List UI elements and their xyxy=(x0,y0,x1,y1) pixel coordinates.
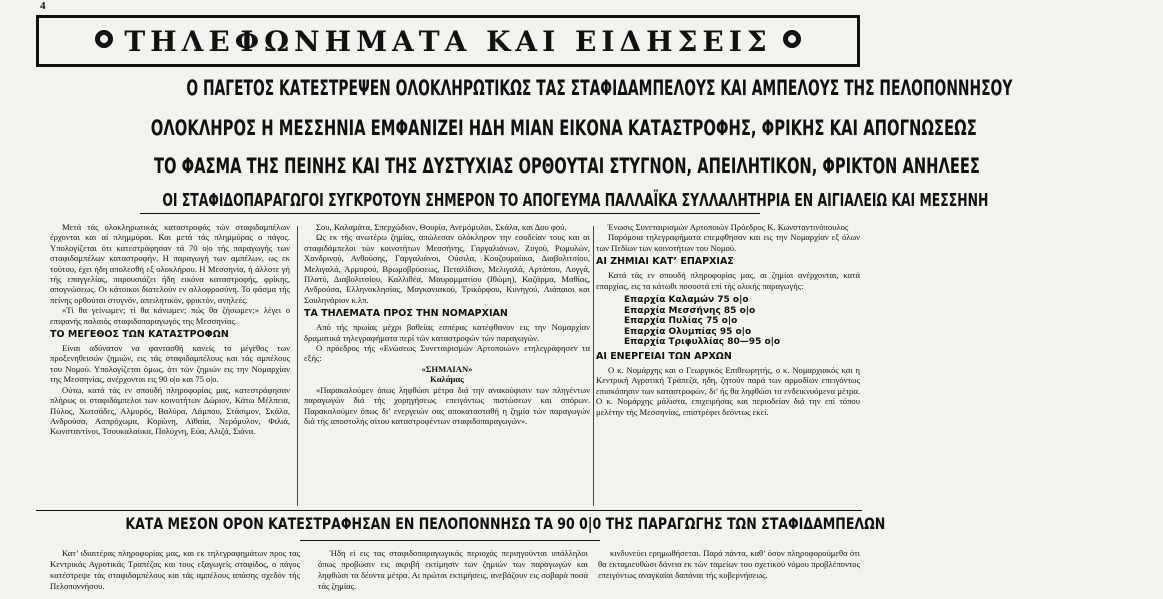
masthead-title: ΤΗΛΕΦΩΝΗΜΑΤΑ ΚΑΙ ΕΙΔΗΣΕΙΣ xyxy=(124,24,772,58)
paragraph: Κατά τάς εν σπουδή πληροφορίας μας, αι ζημίαι ανέρχονται, κατά επαρχίας, εις τα κάτωθι ποσοστά επί τής ολικής παραγωγής: xyxy=(596,270,860,291)
subheading: ΤΟ ΜΕΓΕΘΟΣ ΤΩΝ ΚΑΤΑΣΤΡΟΦΩΝ xyxy=(50,329,229,341)
column-divider xyxy=(297,226,298,506)
headline-2: ΟΛΟΚΛΗΡΟΣ Η ΜΕΣΣΗΝΙΑ ΕΜΦΑΝΙΖΕΙ ΗΔΗ ΜΙΑΝ ΕΙΚΟΝΑ ΚΑΤΑΣΤΡΟΦΗΣ, ΦΡΙΚΗΣ ΚΑΙ ΑΠΟΓΝΩΣΕΩΣ xyxy=(150,116,977,140)
telegram-place: Καλάμας xyxy=(430,374,464,385)
signature-line: Ένωσις Συνεταιρισμών Αρτοποιών Πρόεδρος Κ. Κωνσταντινόπουλος xyxy=(607,222,849,232)
article-column-2 xyxy=(304,222,590,512)
headline-4: ΟΙ ΣΤΑΦΙΔΟΠΑΡΑΓΩΓΟΙ ΣΥΓΚΡΟΤΟΥΝ ΣΗΜΕΡΟΝ ΤΟ ΑΠΟΓΕΥΜΑ ΠΑΛΛΑΪΚΑ ΣΥΛΛΑΛΗΤΗΡΙΑ ΕΝ ΑΙΓΙΑΛΕΙΩ ΚΑΙ ΜΕΣΣΗΝΗ xyxy=(162,190,989,211)
telegram-heading: «ΣΗΜΑΙΑΝ» xyxy=(421,363,473,374)
paragraph: Ως εκ τής ανωτέρω ζημίας, απώλεσαν ολόκληρον την εσοδείαν τους και αι σταφιδάμπελοι τών κοινοτήτων Μεσσήνης, Γαργαλιάνων, Ζυγού, Ρωμυλών, Χανδρινού, Ανθούσης, Γαργαλιάνοι, Ούσιλα, Κουζουραίικα, Διαβολιτσίου, Μελιγαλά, Άρμυρού, Βρωμοβρύσεως, Πεταλίδιον, Μελιγαλά, Αρτάπου, Λογγά, Πλατύ, Διαβολιτσίου, Καλλιθέα, Μαυρομματίου (Ιθώμη), Καζάρμα, Μαθίας, Ανδρούσα, Ελληνοκλησίας, Μαγκανιακού, Τρικόρφου, Κυνηγού, Λιάπαιοι και Σουληνάριον κ.λπ. xyxy=(304,232,590,305)
paragraph: Ο πρόεδρος τής «Ενώσεως Συνεταιρισμών Αρτοποιών» ετηλεγράφησεν τα εξής: xyxy=(304,343,590,364)
paragraph: «Παρακαλούμεν όπως ληφθώσι μέτρα διά την ανακούφισιν των πληγέντων παραγωγών διά τής χορηγήσεως επειγόντως πιστώσεων και σπόρων. Παρακαλούμεν όπως δι’ ενεργειών σας αποκατασταθή η ζημία τών παραγωγών διά τής αποστολής σίτου καταστροφέντων σταφιδοπαραγωγών». xyxy=(304,384,590,426)
circle-ornament-icon xyxy=(95,30,113,48)
subheading: ΤΑ ΤΗΛΕΜΑΤΑ ΠΡΟΣ ΤΗΝ ΝΟΜΑΡΧΙΑΝ xyxy=(304,308,508,320)
section-masthead xyxy=(36,15,860,67)
paragraph: Ο κ. Νομάρχης και ο Γεωργικός Επιθεωρητής, ο κ. Νομαρχιακός και η Κεντρική Αγροτική Τράπεζα, ηδη, ζητούν παρά των αρμοδίων επειγόντως επισκόπησιν των καταστροφών, δι’ ής θα ληφθώσι τα ενδεικνυόμενα μέτρα. Ο κ. Νομάρχης μάλιστα, επιχειρήσας και περιοδείαν διά την επί τόπου μελέτην τής Μεσσηνίας, επιστρέφει δεόντως εκεί. xyxy=(596,365,860,417)
divider-rule xyxy=(300,540,600,541)
paragraph: Ούτω, κατά τάς εν σπουδή πληροφορίας μας, κατεστράφησαν πλήρως οι σταφιδάμπελοι των κοινοτήτων Δώριον, Κάτω Μέλπεια, Πύλος, Χωτσάδες, Αλμυρός, Βαλύρα, Λάμπου, Στάσιμον, Σκάλα, Ανδρούσα, Ασπρόχωμα, Κορώνη, Αϊθαία, Νερόμυλον, Φιλιά, Κωνσταντίνοι, Τσουκαλαίικα, Πολύχνη, Εύα, Αλιζά, Σιάνα. xyxy=(50,384,290,437)
column-divider xyxy=(593,226,594,506)
headline-1: Ο ΠΑΓΕΤΟΣ ΚΑΤΕΣΤΡΕΨΕΝ ΟΛΟΚΛΗΡΩΤΙΚΩΣ ΤΑΣ ΣΤΑΦΙΔΑΜΠΕΛΟΥΣ ΚΑΙ ΑΜΠΕΛΟΥΣ ΤΗΣ ΠΕΛΟΠΟΝΝΗΣΟΥ xyxy=(186,76,1013,100)
damage-by-province-list xyxy=(624,295,860,348)
article-column-3 xyxy=(596,222,860,512)
bottom-column-3 xyxy=(598,548,860,599)
article-column-1 xyxy=(50,222,290,512)
paragraph: κινδυνεύει ερημωθήσεται. Παρά πάντα, καθ’ όσον πληροφορούμεθα ότι θα εκταμιευθώσι δάνεια εκ τών ταμείων του σχετικού νόμου προβλέποντος επειγόντως αναγκαίαι δαπάναι τής κυβερνήσεως. xyxy=(598,548,860,580)
list-item: Επαρχία Πυλίας 75 ο|ο xyxy=(624,316,738,327)
bottom-column-1 xyxy=(50,548,300,599)
divider-rule xyxy=(140,213,760,214)
paragraph: Είναι αδύνατον να φαντασθή κανείς το μέγεθος των προξενηθεισών ζημιών, εις τάς σταφιδαμπέλους και τάς αμπέλους του Νομού. Υπολογίζεται όμως, ότι τών ζημιών εις την Νομαρχίαν της Μεσσηνίας, ανέρχονται εις 90 ο|ο και 75 ο|ο. xyxy=(50,343,290,385)
list-item: Επαρχία Καλαμών 75 ο|ο xyxy=(624,295,749,306)
paragraph: Ήδη εί εις τας σταφιδοπαραγωγικάς περιοχάς περιηγούνται υπάλληλοι όπως προβώσιν εις ακριβή εκτίμησιν των ζημιών των παραγωγών και ληφθώσι τα δέοντα μέτρα. Αι πρώται εκτιμήσεις, ανεβάζουν εις σοβαρά ποσά τάς ζημίας. xyxy=(318,548,588,591)
paragraph: Από τής πρωίας μέχρι βαθείας εσπέρας κατέφθανον εις την Νομαρχίαν δραματικά τηλεγραφήματα περί τών καταστροφών τών παραγωγών. xyxy=(304,322,590,343)
divider-rule xyxy=(36,510,862,511)
circle-ornament-icon xyxy=(783,30,801,48)
paragraph: Παρόμοια τηλεγραφήματα επεμφθησαν και εις την Νομαρχίαν εξ όλων των Πεδίων των κοινοτήτων του Νομού. xyxy=(596,232,860,253)
headline-5: ΚΑΤΑ ΜΕΣΟΝ ΟΡΟΝ ΚΑΤΕΣΤΡΑΦΗΣΑΝ ΕΝ ΠΕΛΟΠΟΝΝΗΣΩ ΤΑ 90 0|0 ΤΗΣ ΠΑΡΑΓΩΓΗΣ ΤΩΝ ΣΤΑΦΙΔΑΜΠΕΛΩΝ xyxy=(125,514,886,533)
subheading: ΑΙ ΕΝΕΡΓΕΙΑΙ ΤΩΝ ΑΡΧΩΝ xyxy=(596,351,732,362)
list-item: Επαρχία Ολυμπίας 95 ο|ο xyxy=(624,326,752,337)
subheading: ΑΙ ΖΗΜΙΑΙ ΚΑΤ’ ΕΠΑΡΧΙΑΣ xyxy=(596,256,734,268)
paragraph: Κατ’ ιδιαιτέρας πληροφορίας μας, και εκ τηλεγραφημάτων προς τας Κεντρικάς Αγροτικάς Τραπέζας και τους εξαγωγείς σταφίδος, ο πάγος κατέστρεψε τάς σταφιδαμπέλους και τάς αμπέλους απάσης σχεδόν τής Πελοποννήσου. xyxy=(50,548,300,591)
paragraph: Μετά τάς ολοκληρωτικάς καταστροφάς τών σταφιδαμπέλων έρχονται και αί πλημμύραι. Και μετά τάς πλημμύρας ο πάγος. Υπολογίζεται ότι κατεστράφησαν τά 70 ο|ο τής παραγωγής των σταφιδαμπέλων καταστροφήν. Η παραγωγή των αμπέλων, ως εκ τούτου, έχει ήδη απολεσθή εξ ολοκλήρου. Η Μεσσηνία, ή άλλοτε γή τής επαγγελίας, παρουσιάζει ήδη εικόνα καταστροφής, φρίκης, απογνώσεως. Οι κάτοικοι διατελούν εν αλλοφροσύνη. Το φάσμα τής πείνης ορθούται στυγνόν, απειλητικόν, φρικτόν, ανηλεές. xyxy=(50,222,290,305)
paragraph: Σου, Καλαμάτα, Σπερχώδιον, Θουρία, Ανεμόμυλοι, Σκάλα, και Δου φού. xyxy=(316,222,567,232)
page-number: 4 xyxy=(40,0,46,12)
list-item: Επαρχία Μεσσήνης 85 ο|ο xyxy=(624,305,756,316)
bottom-column-2 xyxy=(318,548,588,599)
list-item: Επαρχία Τριφυλλίας 80—95 ο|ο xyxy=(624,337,781,348)
paragraph: «Τί θα γείνωμεν; τί θα κάνωμεν; πώς θα ζήσωμεν;» λέγει ο επιφανής παλαιός σταφιδοπαραγωγός της Μεσσηνίας. xyxy=(50,305,290,326)
headline-3: ΤΟ ΦΑΣΜΑ ΤΗΣ ΠΕΙΝΗΣ ΚΑΙ ΤΗΣ ΔΥΣΤΥΧΙΑΣ ΟΡΘΟΥΤΑΙ ΣΤΥΓΝΟΝ, ΑΠΕΙΛΗΤΙΚΟΝ, ΦΡΙΚΤΟΝ ΑΝΗΛΕΕΣ xyxy=(153,154,980,178)
